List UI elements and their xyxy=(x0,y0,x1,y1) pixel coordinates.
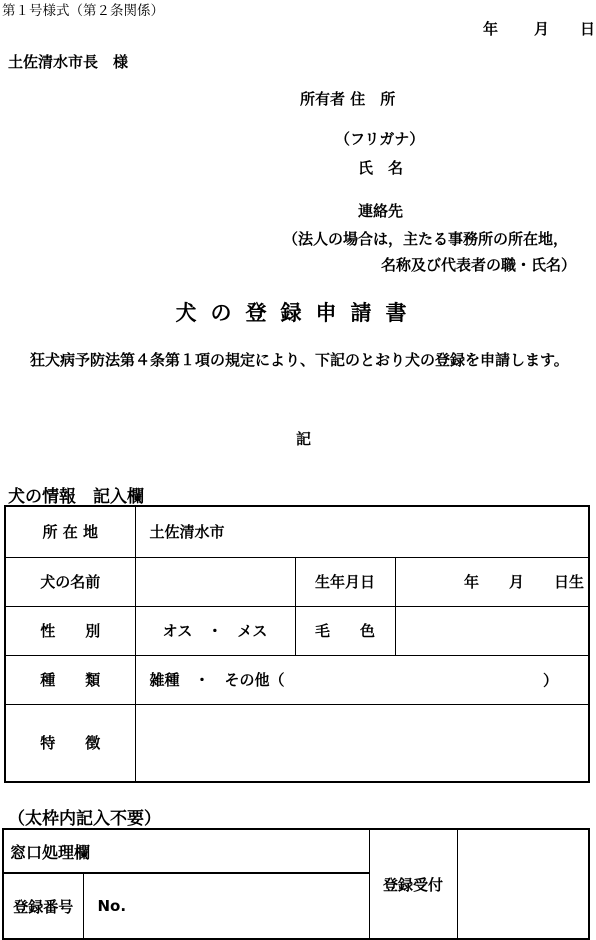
birth-label: 生年月日 xyxy=(295,557,395,606)
owner-address-label: 所有者 住 所 xyxy=(300,90,396,108)
breed-options: 雑種 ・ その他（ xyxy=(149,671,285,689)
features-field[interactable] xyxy=(135,704,589,782)
reg-no-field[interactable]: No. xyxy=(83,873,369,939)
dog-name-field[interactable] xyxy=(135,557,295,606)
sex-options[interactable]: オス ・ メス xyxy=(135,606,295,655)
breed-field[interactable] xyxy=(135,655,589,704)
ki-label: 記 xyxy=(296,430,312,448)
date-day: 日 xyxy=(580,20,596,38)
document-title: 犬の登録申請書 xyxy=(175,301,421,325)
breed-close-paren: ） xyxy=(542,671,558,689)
addressee: 土佐清水市長 様 xyxy=(8,53,129,71)
body-text: 狂犬病予防法第４条第１項の規定により、下記のとおり犬の登録を申請します。 xyxy=(30,351,569,369)
reception-stamp-area[interactable] xyxy=(457,829,589,939)
coat-label: 毛 色 xyxy=(295,606,395,655)
owner-contact-label: 連絡先 xyxy=(358,202,404,220)
date-year: 年 xyxy=(483,20,499,38)
location-value[interactable]: 土佐清水市 xyxy=(135,506,589,557)
owner-corp-note-1: （法人の場合は，主たる事務所の所在地， xyxy=(283,230,569,248)
owner-furigana-label: （フリガナ） xyxy=(335,130,425,148)
form-number: 第１号様式（第２条関係） xyxy=(2,3,164,19)
reception-label: 登録受付 xyxy=(369,829,457,939)
coat-field[interactable] xyxy=(395,606,589,655)
reg-no-label: 登録番号 xyxy=(3,873,83,939)
features-label: 特 徴 xyxy=(5,704,135,782)
breed-label: 種 類 xyxy=(5,655,135,704)
owner-name-label: 氏 名 xyxy=(358,159,404,177)
sex-label: 性 別 xyxy=(5,606,135,655)
date-month: 月 xyxy=(534,20,550,38)
dog-section-heading: 犬の情報 記入欄 xyxy=(8,487,144,507)
dog-info-table xyxy=(4,505,590,783)
location-label: 所 在 地 xyxy=(5,506,135,557)
owner-corp-note-2: 名称及び代表者の職・氏名） xyxy=(381,256,577,274)
office-heading: 窓口処理欄 xyxy=(3,829,369,873)
dog-name-label: 犬の名前 xyxy=(5,557,135,606)
office-note: （太枠内記入不要） xyxy=(8,809,161,829)
birth-field[interactable]: 年 月 日生 xyxy=(395,557,589,606)
office-table xyxy=(2,828,590,940)
